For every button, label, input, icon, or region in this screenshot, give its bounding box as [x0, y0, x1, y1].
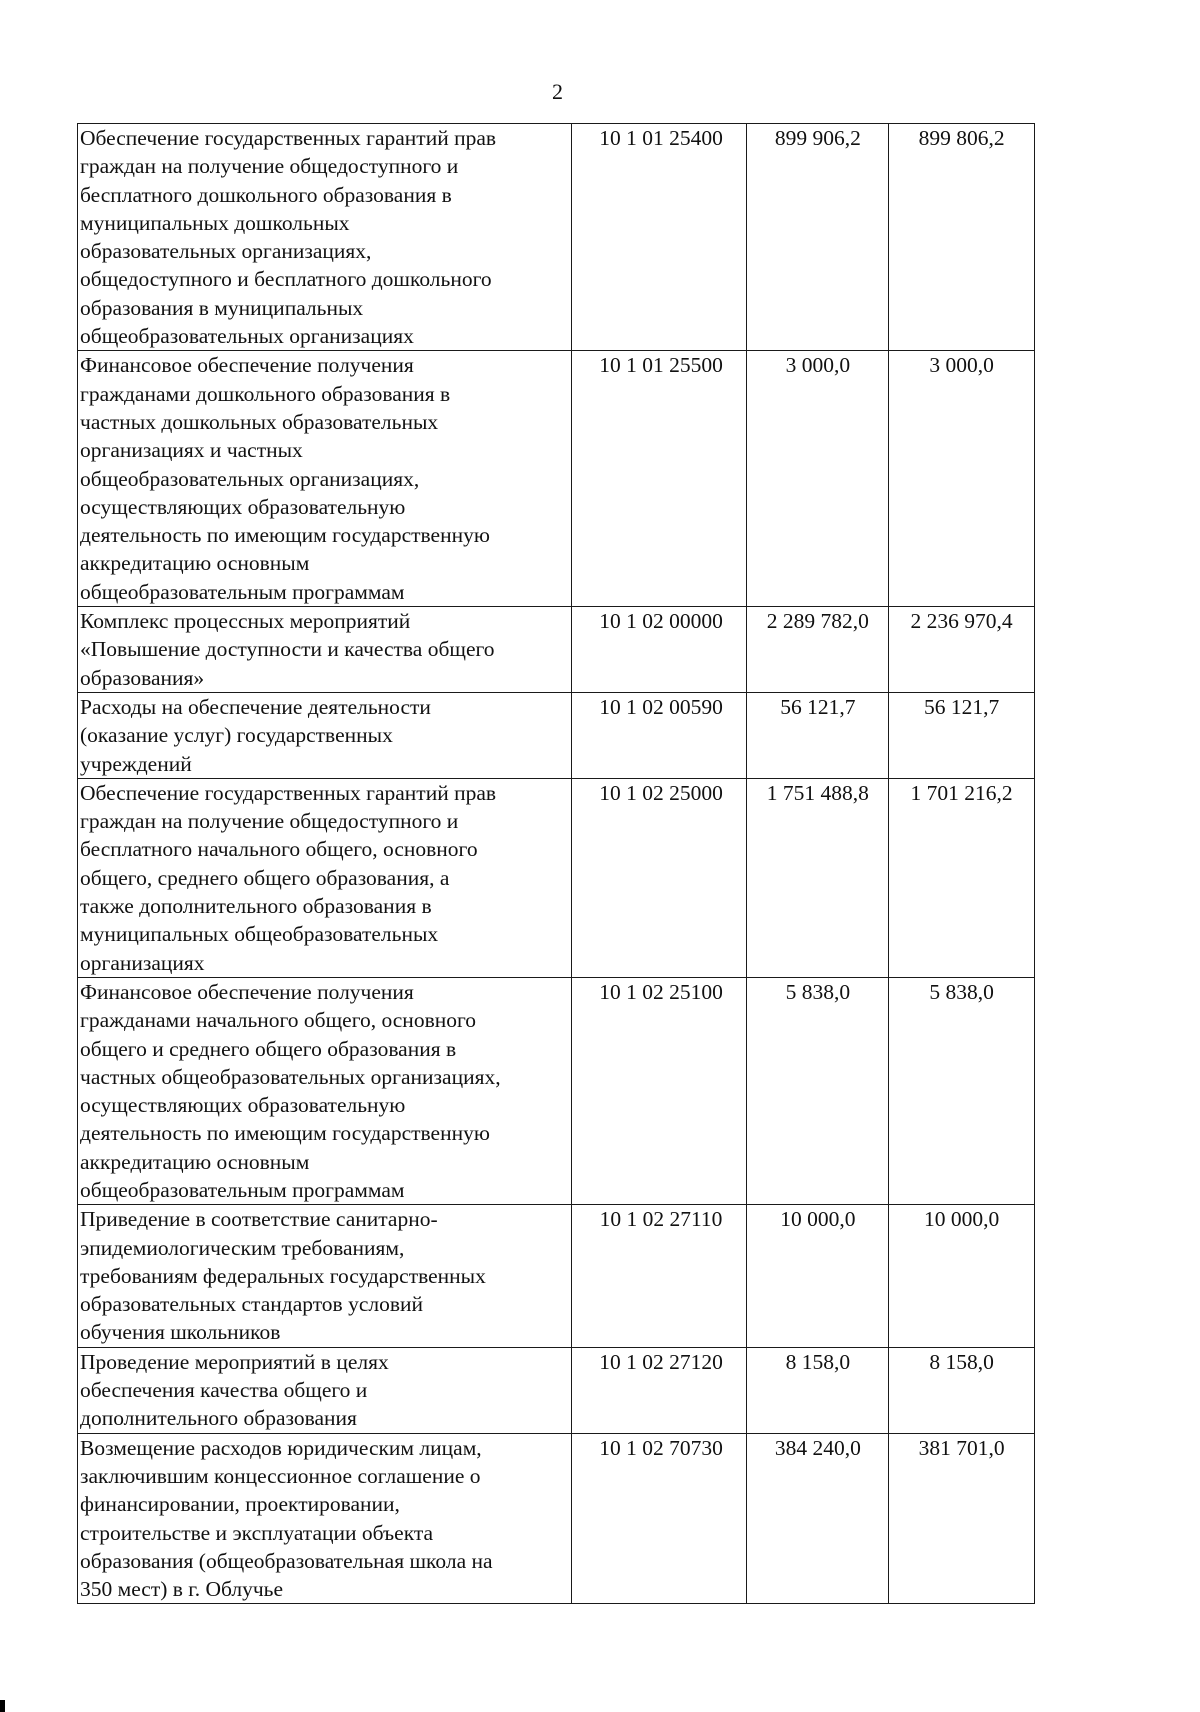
scan-edge-mark — [0, 1700, 5, 1712]
row-code: 10 1 02 25000 — [571, 778, 747, 977]
table-row — [78, 124, 1035, 351]
budget-table — [77, 123, 1035, 1604]
row-value-1: 10 000,0 — [747, 1205, 889, 1347]
row-code: 10 1 02 70730 — [571, 1433, 747, 1604]
row-name: Финансовое обеспечение получения гражданами дошкольного образования в частных дошкольных образовательных организациях и частных общеобразовательных организациях, осуществляющих образовательную деятельность по имеющим государственную аккредитацию основным общеобразовательным программам — [78, 351, 572, 607]
table-row — [78, 977, 1035, 1204]
table-row — [78, 607, 1035, 693]
row-value-2: 1 701 216,2 — [889, 778, 1035, 977]
row-name: Обеспечение государственных гарантий прав граждан на получение общедоступного и бесплатного начального общего, основного общего, среднего общего образования, а также дополнительного образования в муниципальных общеобразовательных организациях — [78, 778, 572, 977]
row-value-2: 8 158,0 — [889, 1347, 1035, 1433]
row-code: 10 1 02 27110 — [571, 1205, 747, 1347]
row-value-1: 384 240,0 — [747, 1433, 889, 1604]
row-value-1: 8 158,0 — [747, 1347, 889, 1433]
row-code: 10 1 01 25500 — [571, 351, 747, 607]
table-row — [78, 778, 1035, 977]
table-row — [78, 351, 1035, 607]
row-code: 10 1 02 00590 — [571, 692, 747, 778]
row-name: Обеспечение государственных гарантий прав граждан на получение общедоступного и бесплатного дошкольного образования в муниципальных дошкольных образовательных организациях, общедоступного и бесплатного дошкольного образования в муниципальных общеобразовательных организациях — [78, 124, 572, 351]
row-name: Приведение в соответствие санитарно- эпидемиологическим требованиям, требованиям федеральных государственных образовательных стандартов условий обучения школьников — [78, 1205, 572, 1347]
row-value-1: 1 751 488,8 — [747, 778, 889, 977]
row-value-1: 3 000,0 — [747, 351, 889, 607]
table-row — [78, 1433, 1035, 1604]
row-code: 10 1 02 25100 — [571, 977, 747, 1204]
row-name: Расходы на обеспечение деятельности (оказание услуг) государственных учреждений — [78, 692, 572, 778]
row-value-1: 5 838,0 — [747, 977, 889, 1204]
page-number: 2 — [552, 79, 563, 104]
row-value-2: 10 000,0 — [889, 1205, 1035, 1347]
table-row — [78, 1347, 1035, 1433]
row-value-2: 899 806,2 — [889, 124, 1035, 351]
row-name: Возмещение расходов юридическим лицам, заключившим концессионное соглашение о финансировании, проектировании, строительстве и эксплуатации объекта образования (общеобразовательная школа на 350 мест) в г. Облучье — [78, 1433, 572, 1604]
row-value-1: 2 289 782,0 — [747, 607, 889, 693]
row-code: 10 1 02 27120 — [571, 1347, 747, 1433]
row-name: Проведение мероприятий в целях обеспечения качества общего и дополнительного образования — [78, 1347, 572, 1433]
row-value-2: 5 838,0 — [889, 977, 1035, 1204]
row-code: 10 1 02 00000 — [571, 607, 747, 693]
row-value-2: 3 000,0 — [889, 351, 1035, 607]
row-value-1: 56 121,7 — [747, 692, 889, 778]
row-value-2: 2 236 970,4 — [889, 607, 1035, 693]
budget-table-body — [78, 124, 1035, 1604]
row-value-2: 381 701,0 — [889, 1433, 1035, 1604]
row-value-2: 56 121,7 — [889, 692, 1035, 778]
table-row — [78, 1205, 1035, 1347]
row-value-1: 899 906,2 — [747, 124, 889, 351]
row-code: 10 1 01 25400 — [571, 124, 747, 351]
row-name: Финансовое обеспечение получения гражданами начального общего, основного общего и среднего общего образования в частных общеобразовательных организациях, осуществляющих образовательную деятельность по имеющим государственную аккредитацию основным общеобразовательным программам — [78, 977, 572, 1204]
row-name: Комплекс процессных мероприятий «Повышение доступности и качества общего образования» — [78, 607, 572, 693]
table-row — [78, 692, 1035, 778]
